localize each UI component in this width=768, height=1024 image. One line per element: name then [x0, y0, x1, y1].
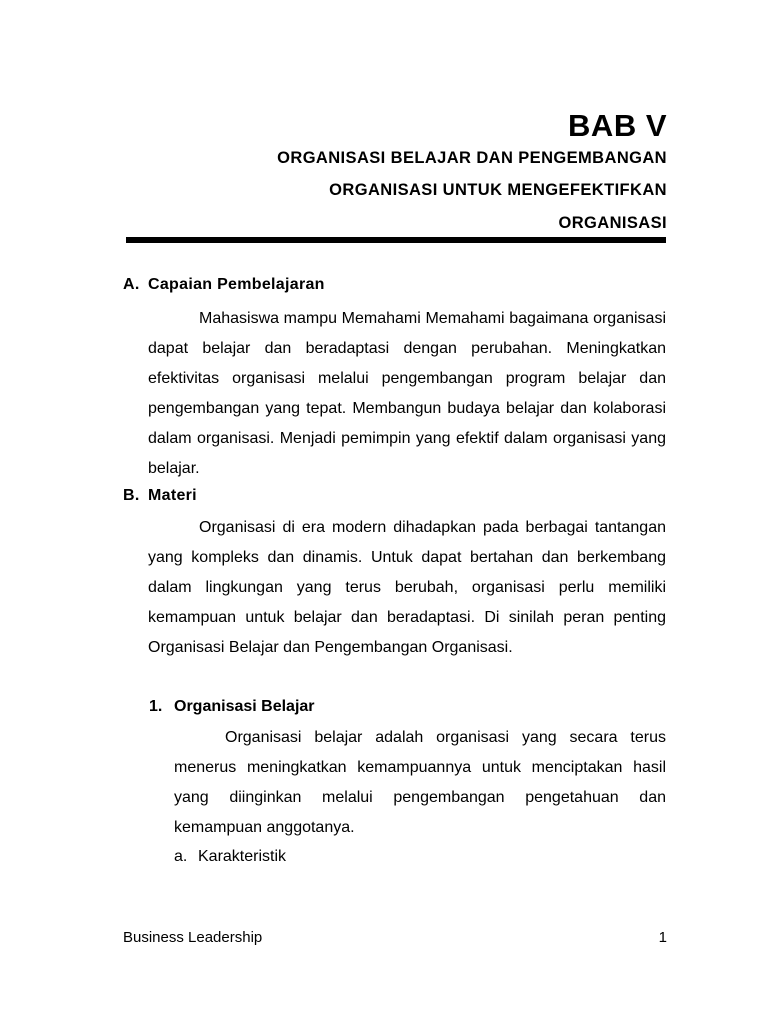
- footer-title: Business Leadership: [123, 929, 263, 946]
- section-b-title: Materi: [148, 487, 197, 504]
- section-a-number: A.: [123, 276, 140, 293]
- subsection-1-heading: [149, 698, 315, 716]
- section-a-paragraph: Mahasiswa mampu Memahami Memahami bagaimana organisasi dapat belajar dan beradaptasi dengan perubahan. Meningkatkan efektivitas organisasi melalui pengembangan program belajar dan pengembangan yang tepat. Membangun budaya belajar dan kolaborasi dalam organisasi. Menjadi pemimpin yang efektif dalam organisasi yang belajar.: [148, 310, 666, 477]
- subsection-1-paragraph: Organisasi belajar adalah organisasi yang secara terus menerus meningkatkan kemampuannya untuk menciptakan hasil yang diinginkan melalui pengembangan pengetahuan dan kemampuan anggotanya.: [174, 729, 666, 836]
- chapter-title-line-3: ORGANISASI: [558, 214, 667, 232]
- section-a-title: Capaian Pembelajaran: [148, 276, 325, 293]
- subsection-1-number: 1.: [149, 698, 163, 715]
- section-b-number: B.: [123, 487, 140, 504]
- item-a: [174, 848, 286, 866]
- section-b-heading: [123, 487, 197, 505]
- subsection-1-title: Organisasi Belajar: [174, 698, 315, 715]
- section-a-heading: [123, 276, 325, 294]
- footer-page-number: 1: [658, 929, 667, 946]
- section-b-paragraph: Organisasi di era modern dihadapkan pada berbagai tantangan yang kompleks dan dinamis. Untuk dapat bertahan dan berkembang dalam lingkungan yang terus berubah, organisasi perlu memiliki kemampuan untuk belajar dan beradaptasi. Di sinilah peran penting Organisasi Belajar dan Pengembangan Organisasi.: [148, 519, 666, 656]
- chapter-number: BAB V: [568, 108, 667, 143]
- item-a-label: Karakteristik: [198, 848, 287, 865]
- chapter-title-line-2: ORGANISASI UNTUK MENGEFEKTIFKAN: [329, 181, 667, 199]
- item-a-number: a.: [174, 848, 188, 865]
- chapter-title-line-1: ORGANISASI BELAJAR DAN PENGEMBANGAN: [277, 149, 667, 167]
- title-divider-rule: [126, 237, 666, 243]
